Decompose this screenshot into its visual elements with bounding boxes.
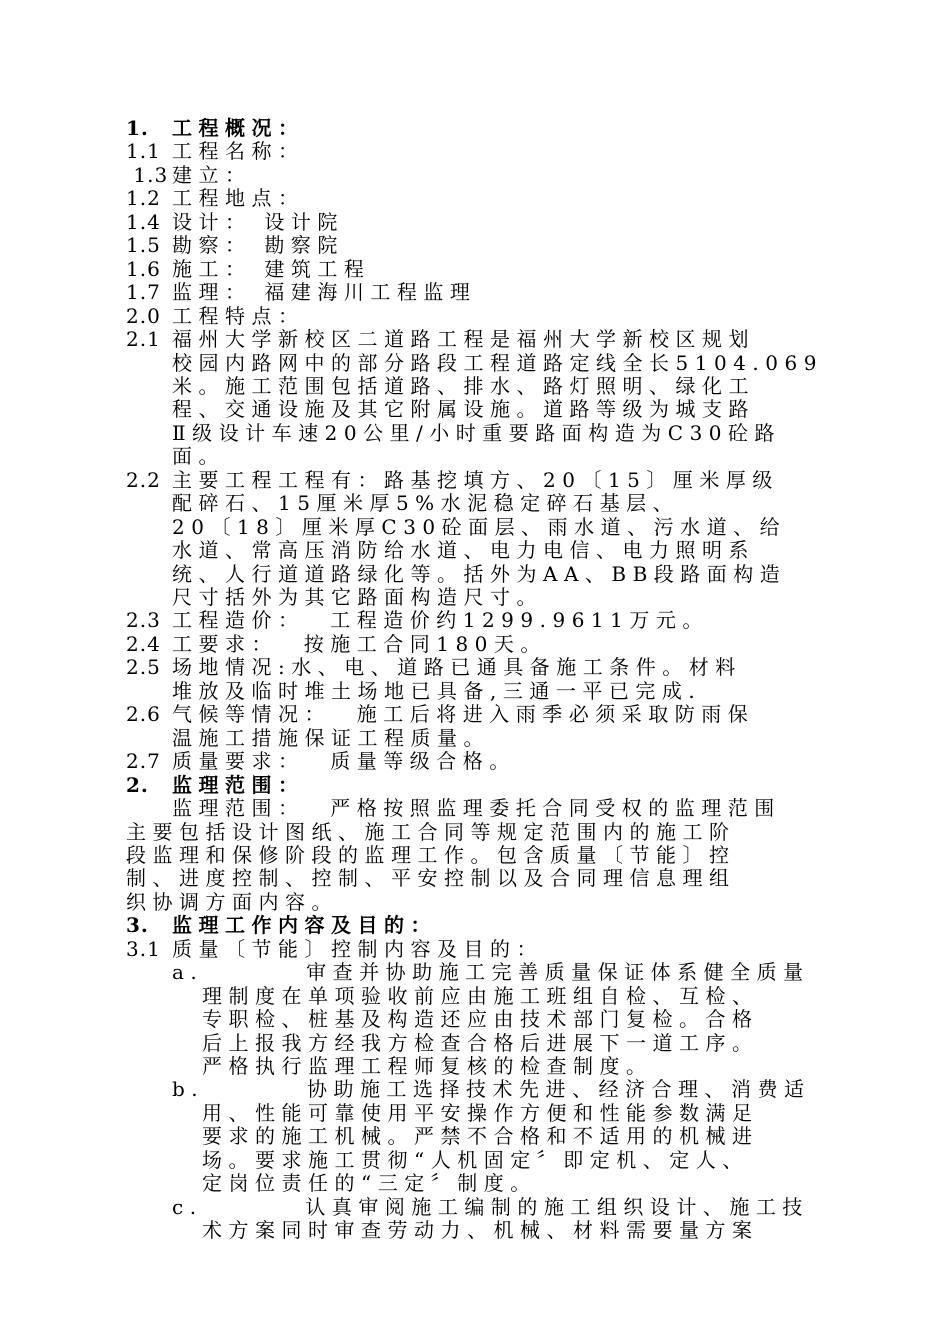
line-text: 织协调方面内容。 (126, 889, 338, 914)
text-line (0, 891, 950, 914)
line-number: 2.3 (126, 608, 161, 633)
text-line (0, 1008, 950, 1031)
text-line (0, 633, 950, 656)
line-number: 2.4 (126, 631, 161, 656)
line-number: 1.2 (126, 186, 161, 211)
line-text: 制、进度控制、控制、平安控制以及合同理信息理组 (126, 866, 736, 891)
text-line (0, 211, 950, 234)
line-text: 主要工程工程有：路基挖填方、20〔15〕厘米厚级 (172, 467, 779, 492)
text-line (0, 164, 950, 187)
line-text: 后上报我方经我方检查合格后进展下一道工序。 (202, 1030, 759, 1055)
text-line (0, 422, 950, 445)
line-number: 1.7 (126, 280, 161, 305)
line-text: b. 协助施工选择技术先进、经济合理、消费适 (172, 1077, 811, 1102)
text-line (0, 281, 950, 304)
line-text: 严格执行监理工程师复核的检查制度。 (202, 1054, 653, 1078)
text-line (0, 1032, 950, 1055)
line-number: 3.1 (126, 936, 161, 961)
text-line (0, 1055, 950, 1078)
line-text: 勘察： 勘察院 (172, 233, 344, 258)
line-text: 程、交通设施及其它附属设施。道路等级为城支路 (172, 397, 755, 422)
line-number: 2.2 (126, 467, 161, 492)
line-text: 面。 (172, 444, 225, 469)
line-text: 要求的施工机械。严禁不合格和不适用的机械进 (202, 1124, 759, 1149)
line-text: 理制度在单项验收前应由施工班组自检、互检、 (202, 983, 759, 1008)
line-text: 工程概况： (172, 116, 305, 140)
text-line (0, 1219, 950, 1242)
text-line (0, 938, 950, 961)
text-line (0, 1196, 950, 1219)
line-text: 米。施工范围包括道路、排水、路灯照明、绿化工 (172, 373, 755, 398)
text-line (0, 375, 950, 398)
line-text: 水道、常高压消防给水道、电力电信、电力照明系 (172, 538, 755, 563)
line-text: 监理范围： 严格按照监理委托合同受权的监理范围 (172, 796, 781, 821)
line-text: 监理范围： (172, 772, 305, 797)
line-text: 监理工作内容及目的： (172, 913, 437, 938)
text-line (0, 774, 950, 797)
line-number: 2.7 (126, 749, 161, 774)
line-text: Ⅱ级设计车速20公里/小时重要路面构造为C30砼路 (172, 420, 782, 445)
text-line (0, 844, 950, 867)
line-number: 2.6 (126, 702, 161, 727)
text-line (0, 305, 950, 328)
line-text: 工程造价： 工程造价约1299.9611万元。 (172, 608, 709, 633)
text-line (0, 821, 950, 844)
text-line (0, 140, 950, 163)
line-text: 工程地点： (172, 186, 305, 211)
line-text: 气候等情况： 施工后将进入雨季必须采取防雨保 (172, 702, 755, 727)
text-line (0, 492, 950, 515)
line-text: 建立： (172, 162, 252, 187)
text-line (0, 398, 950, 421)
text-line (0, 234, 950, 257)
text-line (0, 656, 950, 679)
text-line (0, 563, 950, 586)
text-line (0, 539, 950, 562)
line-text: 施工： 建筑工程 (172, 256, 371, 281)
line-number: 1.4 (126, 209, 161, 234)
text-line (0, 117, 950, 140)
line-number: 3. (126, 913, 149, 938)
text-line (0, 1102, 950, 1125)
text-line (0, 750, 950, 773)
line-number: 2.0 (126, 303, 161, 328)
text-line (0, 445, 950, 468)
line-text: a. 审查并协助施工完善质量保证体系健全质量 (172, 960, 810, 985)
line-text: 定岗位责任的“三定〞制度。 (202, 1171, 537, 1196)
line-text: 术方案同时审查劳动力、机械、材料需要量方案 (202, 1218, 759, 1243)
text-line (0, 985, 950, 1008)
text-line (0, 258, 950, 281)
text-line (0, 961, 950, 984)
line-number: 1.3 (126, 162, 169, 187)
line-text: 监理： 福建海川工程监理 (172, 280, 477, 305)
line-number: 1.1 (126, 139, 161, 164)
text-line (0, 680, 950, 703)
text-line (0, 352, 950, 375)
line-text: 福州大学新校区二道路工程是福州大学新校区规划 (172, 327, 755, 352)
line-number: 1.5 (126, 233, 161, 258)
line-number: 1.6 (126, 256, 161, 281)
line-text: 段监理和保修阶段的监理工作。包含质量〔节能〕控 (126, 842, 736, 867)
text-line (0, 914, 950, 937)
line-text: c. 认真审阅施工编制的施工组织设计、施工技 (172, 1194, 809, 1219)
line-text: 设计： 设计院 (172, 209, 344, 234)
line-text: 统、人行道道路绿化等。括外为AA、BB段路面构造 (172, 561, 787, 586)
line-text: 温施工措施保证工程质量。 (172, 725, 490, 750)
text-line (0, 469, 950, 492)
line-text: 工要求： 按施工合同180天。 (172, 631, 547, 656)
text-line (0, 187, 950, 210)
line-text: 20〔18〕厘米厚C30砼面层、雨水道、污水道、给 (172, 514, 787, 539)
line-text: 专职检、桩基及构造还应由技术部门复检。合格 (202, 1007, 759, 1032)
text-line (0, 586, 950, 609)
text-line (0, 328, 950, 351)
line-text: 场。要求施工贯彻“人机固定〞即定机、定人、 (202, 1147, 749, 1172)
line-text: 工程名称： (172, 139, 305, 164)
line-text: 工程特点： (172, 303, 305, 328)
text-line (0, 727, 950, 750)
text-line (0, 1078, 950, 1101)
line-text: 配碎石、15厘米厚5%水泥稳定碎石基层、 (172, 491, 680, 516)
line-text: 场地情况:水、电、道路已通具备施工条件。材料 (172, 655, 742, 680)
text-line (0, 609, 950, 632)
line-number: 2.5 (126, 655, 161, 680)
line-text: 校园内路网中的部分路段工程道路定线全长5104.069 (172, 350, 823, 375)
text-line (0, 1172, 950, 1195)
line-text: 堆放及临时堆土场地已具备,三通一平已完成. (172, 678, 702, 703)
line-text: 用、性能可靠使用平安操作方便和性能参数满足 (202, 1100, 759, 1125)
text-line (0, 1125, 950, 1148)
line-number: 1. (126, 116, 149, 140)
line-text: 主要包括设计图纸、施工合同等规定范围内的施工阶 (126, 819, 736, 844)
line-text: 尺寸括外为其它路面构造尺寸。 (172, 585, 543, 609)
line-text: 质量要求： 质量等级合格。 (172, 749, 516, 774)
text-line (0, 797, 950, 820)
line-number: 2.1 (126, 327, 161, 352)
text-line (0, 1149, 950, 1172)
text-line (0, 867, 950, 890)
line-number: 2. (126, 772, 149, 797)
line-text: 质量〔节能〕控制内容及目的： (172, 936, 543, 961)
text-line (0, 703, 950, 726)
text-line (0, 516, 950, 539)
